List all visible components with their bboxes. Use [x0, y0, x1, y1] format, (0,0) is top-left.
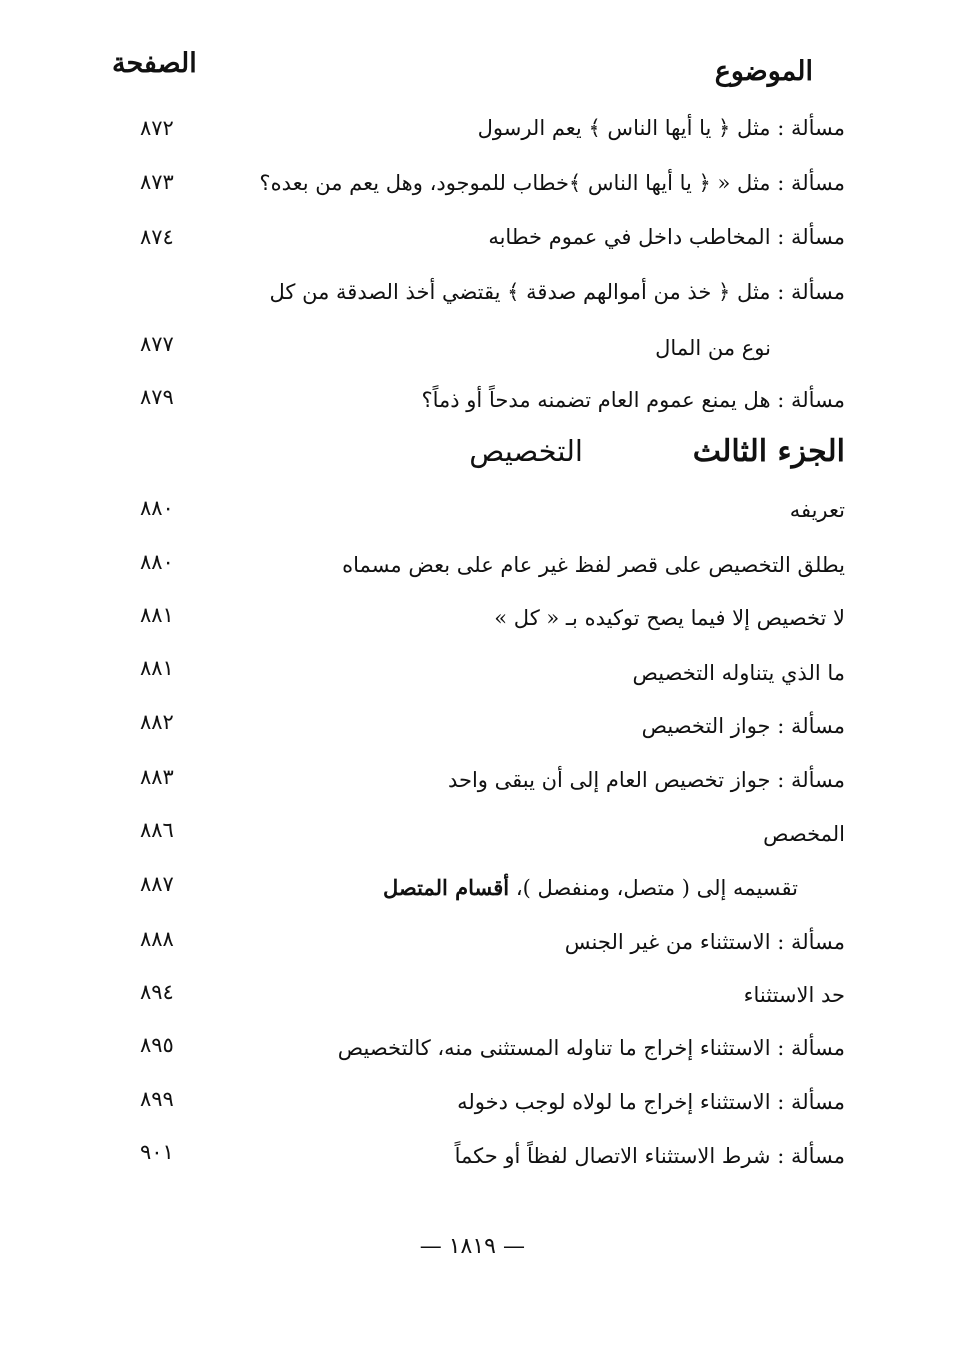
- toc-page-number: ٨٧٣: [140, 170, 174, 194]
- toc-page-number: ٨٩٤: [140, 980, 174, 1004]
- toc-entry: مسألة : شرط الاستثناء الاتصال لفظاً أو حكماً: [454, 1144, 845, 1168]
- toc-page-number: ٨٨٨: [140, 927, 174, 951]
- toc-page-number: ٨٨٠: [140, 550, 174, 574]
- toc-page-number: ٨٧٧: [140, 332, 174, 356]
- toc-entry: تعريفه: [789, 498, 845, 522]
- toc-page-number: ٨٨٧: [140, 872, 174, 896]
- toc-entry: مسألة : المخاطب داخل في عموم خطابه: [488, 225, 845, 249]
- toc-entry-text: تقسيمه إلى ( متصل، ومنفصل )،: [515, 876, 798, 900]
- toc-page-number: ٩٠١: [140, 1140, 174, 1164]
- toc-entry: يطلق التخصيص على قصر لفظ غير عام على بعض مسماه: [342, 553, 845, 577]
- toc-entry: مسألة : مثل « ﴿ يا أيها الناس ﴾خطاب للموجود، وهل يعم من بعده؟: [259, 171, 845, 195]
- toc-entry: مسألة : مثل ﴿ يا أيها الناس ﴾ يعم الرسول: [477, 116, 845, 140]
- toc-entry: مسألة : الاستثناء إخراج ما لولاه لوجب دخوله: [457, 1090, 845, 1114]
- toc-page-number: ٨٨١: [140, 656, 174, 680]
- toc-entry: لا تخصيص إلا فيما يصح توكيده بـ « كل »: [494, 606, 845, 630]
- toc-page-number: ٨٧٤: [140, 225, 174, 249]
- toc-page-number: ٨٨٠: [140, 496, 174, 520]
- toc-entry: مسألة : الاستثناء من غير الجنس: [564, 930, 845, 954]
- toc-entry: مسألة : الاستثناء إخراج ما تناوله المستثنى منه، كالتخصيص: [337, 1036, 845, 1060]
- toc-entry: مسألة : مثل ﴿ خذ من أموالهم صدقة ﴾ يقتضي أخذ الصدقة من كل: [269, 280, 845, 304]
- toc-page-number: ٨٨٢: [140, 710, 174, 734]
- page-column-header: الصفحة: [112, 48, 197, 79]
- toc-entry: حد الاستثناء: [743, 983, 845, 1007]
- topic-column-header: الموضوع: [714, 56, 813, 87]
- toc-page-number: ٨٨٦: [140, 818, 174, 842]
- toc-entry-bold-heading: أقسام المتصل: [382, 875, 510, 900]
- toc-page-number: ٨٧٩: [140, 385, 174, 409]
- toc-entry: المخصص: [763, 822, 845, 846]
- toc-entry: مسألة : هل يمنع عموم العام تضمنه مدحاً أو ذماً؟: [421, 388, 845, 412]
- toc-entry: مسألة : جواز تخصيص العام إلى أن يبقى واحد: [447, 768, 845, 792]
- toc-page-number: ٨٩٩: [140, 1087, 174, 1111]
- toc-entry: [383, 877, 798, 899]
- toc-page-number: ٨٨١: [140, 603, 174, 627]
- toc-page-number: ٨٩٥: [140, 1033, 174, 1057]
- toc-page-number: ٨٨٣: [140, 765, 174, 789]
- toc-entry: مسألة : جواز التخصيص: [641, 714, 845, 738]
- part-heading: الجزء الثالث: [692, 434, 845, 469]
- section-heading: التخصيص: [469, 434, 583, 468]
- toc-entry-continuation: نوع من المال: [655, 336, 771, 360]
- page-number-footer: — ١٨١٩ —: [419, 1234, 525, 1259]
- toc-page-number: ٨٧٢: [140, 116, 174, 140]
- toc-entry: ما الذي يتناوله التخصيص: [632, 661, 845, 685]
